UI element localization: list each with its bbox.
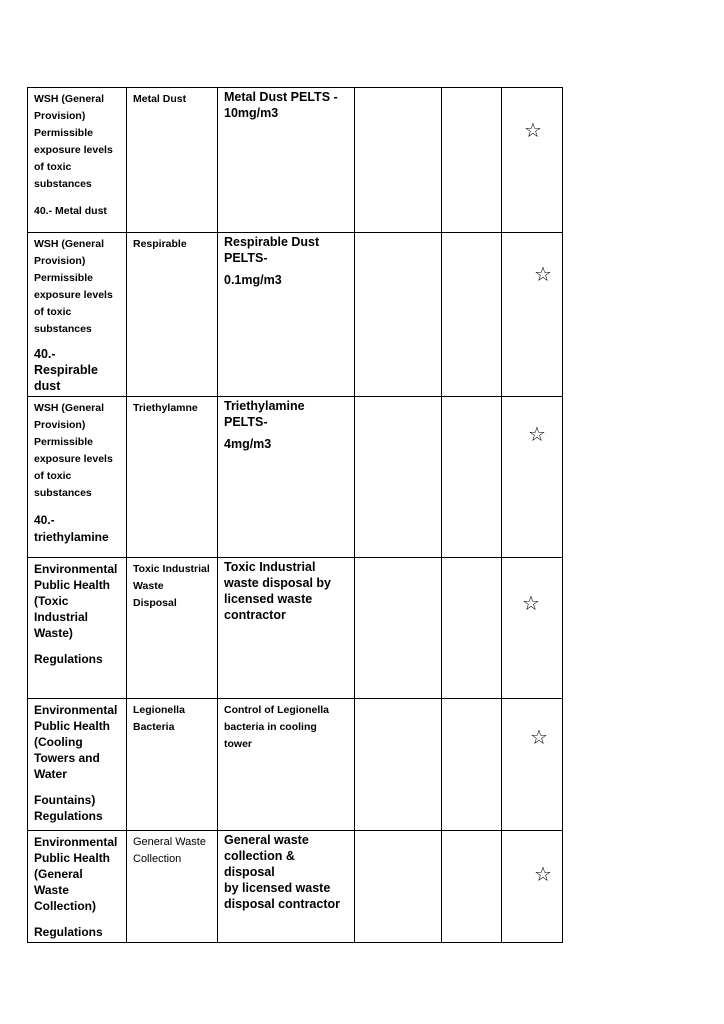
star-outline-icon[interactable]: ☆ [530,725,548,749]
limit-line: waste disposal by [224,576,331,590]
limit-line: Metal Dust PELTS - [224,90,338,104]
regulation-line: Public Health [34,851,111,865]
star-outline-icon[interactable]: ☆ [534,862,552,886]
hazard-text: Triethylamne [133,402,198,414]
regulation-cell [28,699,127,831]
limit-line: PELTS- [224,251,268,265]
hazard-line: General Waste [133,836,206,848]
table-row [28,831,563,943]
table-row [28,233,563,397]
table-row [28,558,563,699]
regulation-item: 40.- Respirable dust [34,347,98,393]
rating-cell [502,699,563,831]
regulation-cell [28,397,127,558]
regulation-line: WSH (General [34,93,105,105]
limit-value: 4mg/m3 [224,437,272,451]
regulation-line: of toxic [34,306,72,318]
rating-cell [502,558,563,699]
regulation-cell [28,88,127,233]
regulation-item: 40.- triethylamine [34,513,109,544]
table-row [28,397,563,558]
regulation-line: Industrial [34,610,89,624]
table-row [28,88,563,233]
regulation-line: of toxic [34,161,72,173]
rating-cell [502,831,563,943]
hazard-line: Waste [133,580,164,592]
hazard-cell [127,397,218,558]
hazard-line: Bacteria [133,721,175,733]
hazard-line: Collection [133,853,182,865]
regulation-line: Water [34,767,67,781]
hazard-cell [127,831,218,943]
regulation-line: Provision) [34,419,86,431]
hazard-text: Respirable [133,238,187,250]
limit-cell [218,88,355,233]
empty-cell [355,831,442,943]
regulations-table [27,87,563,943]
hazard-line: Toxic Industrial [133,563,210,575]
regulation-line: substances [34,487,92,499]
regulation-line: Towers and [34,751,100,765]
empty-cell [355,397,442,558]
regulation-line: Environmental [34,703,118,717]
regulation-cell [28,558,127,699]
regulation-line: (Toxic [34,594,69,608]
hazard-cell [127,88,218,233]
regulation-line: Environmental [34,562,118,576]
regulation-item-line: Fountains) [34,793,96,807]
regulation-line: Collection) [34,899,96,913]
regulation-line: Provision) [34,255,86,267]
star-outline-icon[interactable]: ☆ [528,422,546,446]
empty-cell [442,233,502,397]
limit-line: Control of Legionella [224,704,329,716]
regulation-item: Regulations [34,652,103,666]
limit-line: Triethylamine [224,399,305,413]
hazard-cell [127,699,218,831]
limit-line: licensed waste [224,592,313,606]
limit-line: collection & disposal [224,849,295,879]
empty-cell [442,397,502,558]
empty-cell [442,88,502,233]
limit-line: by licensed waste [224,881,331,895]
limit-line: General waste [224,833,309,847]
regulation-line: Waste) [34,626,73,640]
hazard-cell [127,233,218,397]
regulation-line: (General Waste [34,867,83,897]
hazard-line: Legionella [133,704,185,716]
empty-cell [442,699,502,831]
regulation-line: Provision) [34,110,86,122]
rating-cell [502,233,563,397]
regulation-line: Permissible [34,127,93,139]
hazard-line: Disposal [133,597,177,609]
limit-cell [218,831,355,943]
empty-cell [355,88,442,233]
hazard-cell [127,558,218,699]
table-row [28,699,563,831]
limit-value: 0.1mg/m3 [224,273,282,287]
regulation-item: Regulations [34,925,103,939]
regulation-line: WSH (General [34,238,105,250]
regulation-cell [28,233,127,397]
regulation-item: 40.- Metal dust [34,205,107,217]
regulation-item-line: Regulations [34,809,103,823]
rating-cell [502,397,563,558]
regulation-line: Public Health [34,578,111,592]
limit-cell [218,397,355,558]
empty-cell [442,831,502,943]
limit-line: PELTS- [224,415,268,429]
regulation-line: exposure levels [34,289,113,301]
regulation-line: Environmental [34,835,118,849]
limit-cell [218,558,355,699]
regulation-line: WSH (General [34,402,105,414]
hazard-text: Metal Dust [133,93,187,105]
rating-cell [502,88,563,233]
empty-cell [355,233,442,397]
limit-cell [218,699,355,831]
regulation-line: (Cooling [34,735,83,749]
regulation-cell [28,831,127,943]
regulation-line: exposure levels [34,144,113,156]
limit-line: 10mg/m3 [224,106,279,120]
limit-line: disposal contractor [224,897,340,911]
empty-cell [355,558,442,699]
regulation-line: Public Health [34,719,111,733]
limit-line: Toxic Industrial [224,560,316,574]
limit-line: contractor [224,608,286,622]
limit-line: Respirable Dust [224,235,320,249]
empty-cell [442,558,502,699]
limit-line: tower [224,738,253,750]
regulation-line: substances [34,323,92,335]
regulation-line: exposure levels [34,453,113,465]
regulation-line: of toxic [34,470,72,482]
star-outline-icon[interactable]: ☆ [522,591,540,615]
regulation-line: Permissible [34,272,93,284]
star-outline-icon[interactable]: ☆ [534,262,552,286]
limit-cell [218,233,355,397]
empty-cell [355,699,442,831]
regulation-line: substances [34,178,92,190]
limit-line: bacteria in cooling [224,721,317,733]
star-outline-icon[interactable]: ☆ [524,118,542,142]
regulation-line: Permissible [34,436,93,448]
